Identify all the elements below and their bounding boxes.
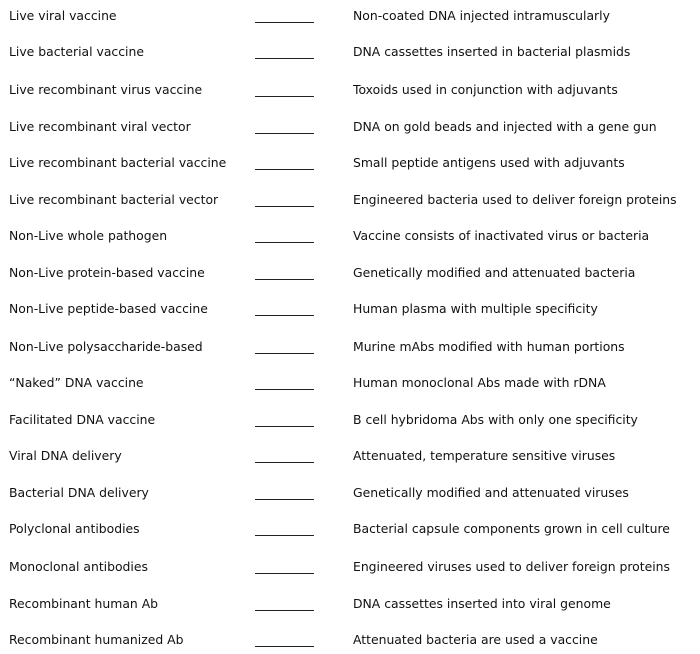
- term-label: Viral DNA delivery: [9, 448, 122, 463]
- definition-label: B cell hybridoma Abs with only one specificity: [353, 412, 638, 427]
- term-label: Non-Live peptide-based vaccine: [9, 301, 208, 316]
- term-label: Live viral vaccine: [9, 8, 117, 23]
- term-label: Facilitated DNA vaccine: [9, 412, 156, 427]
- match-row: [0, 80, 700, 104]
- definition-label: Human plasma with multiple specificity: [353, 301, 598, 316]
- term-label: Live recombinant viral vector: [9, 119, 191, 134]
- term-label: “Naked” DNA vaccine: [9, 375, 144, 390]
- term-label: Recombinant humanized Ab: [9, 632, 184, 647]
- answer-blank[interactable]: [255, 389, 314, 390]
- answer-blank[interactable]: [255, 462, 314, 463]
- term-label: Recombinant human Ab: [9, 596, 159, 611]
- answer-blank[interactable]: [255, 610, 314, 611]
- answer-blank[interactable]: [255, 499, 314, 500]
- match-row: [0, 373, 700, 397]
- match-row: [0, 446, 700, 470]
- term-label: Non-Live polysaccharide-based: [9, 339, 203, 354]
- definition-label: Attenuated, temperature sensitive viruses: [353, 448, 616, 463]
- definition-label: Engineered viruses used to deliver foreign proteins: [353, 559, 670, 574]
- answer-blank[interactable]: [255, 242, 314, 243]
- answer-blank[interactable]: [255, 646, 314, 647]
- definition-label: DNA cassettes inserted in bacterial plasmids: [353, 44, 631, 59]
- term-label: Polyclonal antibodies: [9, 521, 140, 536]
- definition-label: Toxoids used in conjunction with adjuvants: [353, 82, 618, 97]
- match-row: [0, 299, 700, 323]
- match-row: [0, 337, 700, 361]
- answer-blank[interactable]: [255, 206, 314, 207]
- definition-label: DNA on gold beads and injected with a gene gun: [353, 119, 657, 134]
- answer-blank[interactable]: [255, 279, 314, 280]
- definition-label: Human monoclonal Abs made with rDNA: [353, 375, 606, 390]
- definition-label: Vaccine consists of inactivated virus or bacteria: [353, 228, 650, 243]
- answer-blank[interactable]: [255, 535, 314, 536]
- match-row: [0, 226, 700, 250]
- term-label: Bacterial DNA delivery: [9, 485, 149, 500]
- term-label: Live recombinant virus vaccine: [9, 82, 203, 97]
- term-label: Live recombinant bacterial vector: [9, 192, 219, 207]
- definition-label: Bacterial capsule components grown in cell culture: [353, 521, 670, 536]
- answer-blank[interactable]: [255, 353, 314, 354]
- definition-label: Attenuated bacteria are used a vaccine: [353, 632, 598, 647]
- definition-label: Genetically modified and attenuated viruses: [353, 485, 629, 500]
- definition-label: Genetically modified and attenuated bacteria: [353, 265, 636, 280]
- term-label: Live recombinant bacterial vaccine: [9, 155, 227, 170]
- definition-label: Engineered bacteria used to deliver foreign proteins: [353, 192, 677, 207]
- match-row: [0, 630, 700, 654]
- term-label: Monoclonal antibodies: [9, 559, 148, 574]
- match-row: [0, 6, 700, 30]
- definition-label: Non-coated DNA injected intramuscularly: [353, 8, 610, 23]
- term-label: Live bacterial vaccine: [9, 44, 144, 59]
- answer-blank[interactable]: [255, 315, 314, 316]
- match-row: [0, 117, 700, 141]
- answer-blank[interactable]: [255, 169, 314, 170]
- definition-label: Small peptide antigens used with adjuvants: [353, 155, 625, 170]
- match-row: [0, 410, 700, 434]
- answer-blank[interactable]: [255, 96, 314, 97]
- match-row: [0, 263, 700, 287]
- match-row: [0, 190, 700, 214]
- answer-blank[interactable]: [255, 22, 314, 23]
- match-row: [0, 557, 700, 581]
- match-row: [0, 483, 700, 507]
- definition-label: Murine mAbs modified with human portions: [353, 339, 625, 354]
- term-label: Non-Live whole pathogen: [9, 228, 168, 243]
- answer-blank[interactable]: [255, 133, 314, 134]
- match-row: [0, 153, 700, 177]
- answer-blank[interactable]: [255, 58, 314, 59]
- match-row: [0, 519, 700, 543]
- answer-blank[interactable]: [255, 573, 314, 574]
- term-label: Non-Live protein-based vaccine: [9, 265, 205, 280]
- answer-blank[interactable]: [255, 426, 314, 427]
- definition-label: DNA cassettes inserted into viral genome: [353, 596, 611, 611]
- match-row: [0, 42, 700, 66]
- match-row: [0, 594, 700, 618]
